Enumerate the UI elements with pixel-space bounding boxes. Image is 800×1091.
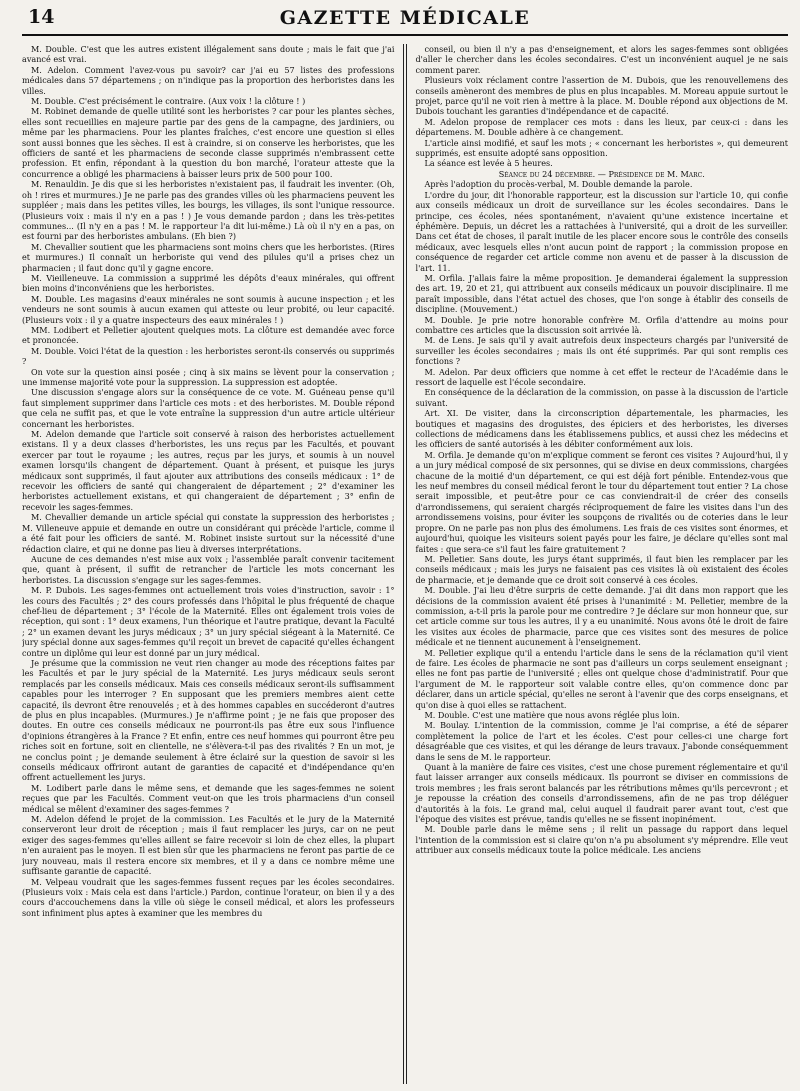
paragraph: M. Velpeau voudrait que les sages-femmes fussent reçues par les écoles secondaires. (Plusieurs voix : Mais cela est dans l'article.) Pardon, continue l'orateur, on bien il y a des cours d'accouchemens dans la ville où siège le conseil médical, et alors les professeurs sont infiniment plus aptes à examiner que les membres du: [22, 876, 395, 918]
paragraph: conseil, ou bien il n'y a pas d'enseignement, et alors les sages-femmes sont obligées d'aller le chercher dans les écoles secondaires. C'est un inconvénient auquel je ne sais comment parer.: [415, 44, 788, 75]
paragraph: M. Double. C'est précisément le contraire. (Aux voix ! la clôture ! ): [31, 96, 306, 107]
paragraph: Après l'adoption du procès-verbal, M. Double demande la parole.: [424, 179, 693, 190]
paragraph: Aucune de ces demandes n'est mise aux voix ; l'assemblée paraît convenir tacitement que, quant à présent, il suffit de retrancher de l'article les mots concernant les herboristes. La discussion s'engage sur les sages-femmes.: [22, 553, 395, 585]
paragraph: M. Double. C'est que les autres existent illégalement sans doute ; mais le fait que j'ai avancé est vrai.: [22, 44, 395, 65]
right-column-top: [415, 44, 788, 169]
paragraph: M. Pelletier. Sans doute, les jurys étant supprimés, il faut bien les remplacer par les conseils médicaux ; mais les jurys ne faisaient pas ces visites là où existaient des écoles de pharmacie, et je demande que ce droit soit conservé à ces écoles.: [415, 553, 788, 585]
paragraph: Art. XI. De visiter, dans la circonscription départementale, les pharmacies, les boutiques et magasins des droguistes, des épiciers et des herboristes, les diverses collections de médicamens dans les établissemens publics, et aussi chez les médecins et les officiers de santé autorisés à les débiter conformément aux lois.: [415, 408, 788, 450]
paragraph: M. Double. Je prie notre honorable confrère M. Orfila d'attendre au moins pour combattre ces articles que la discussion soit arrivée là.: [415, 314, 788, 335]
paragraph: Une discussion s'engage alors sur la conséquence de ce vote. M. Guéneau pense qu'il faut simplement supprimer dans l'article ces mots : et des herboristes. M. Double répond que cela ne suffit pas, et que le vote entraîne la suppression d'un autre article ultérieur concernant les herboristes.: [22, 387, 395, 429]
paragraph: Je présume que la commission ne veut rien changer au mode des réceptions faites par les Facultés et par le jury spécial de la Maternité. Les jurys médicaux seuls seront remplacés par les conseils médicaux. Mais ces conseils médicaux seront-ils suffisamment capables pour les interroger ? En supposant que les premiers membres aient cette capacité, ils devront être renouvelés ; et à des hommes capables en succéderont d'autres de plus en plus incapables. (Murmures.) Je n'affirme point ; je ne fais que proposer des doutes. En outre ces conseils médicaux ne pourront-ils pas être eux sous l'influence d'opinions étrangères à la France ? Et enfin, entre ces neuf hommes qui pourront être peu riches soit en fortune, soit en clientelle, ne s'élèvera-t-il pas des rivalités ? En un mot, je ne conclus point ; je demande seulement à être éclairé sur la question de savoir si les conseils médicaux offriront autant de garanties de capacité et d'indépendance qu'en offrent actuellement les jurys.: [22, 657, 395, 783]
paragraph: On vote sur la question ainsi posée ; cinq à six mains se lèvent pour la conservation ; une immense majorité vote pour la suppression. La suppression est adoptée.: [22, 366, 395, 387]
paragraph: M. Adelon. Par deux officiers que nomme à cet effet le recteur de l'Académie dans le ressort de laquelle est l'école secondaire.: [415, 366, 788, 387]
paragraph: M. Orfila. J'allais faire la même proposition. Je demanderai également la suppression des art. 19, 20 et 21, qui attribuent aux conseils médicaux un pouvoir disciplinaire. Il me paraît impossible, dans l'état actuel des choses, que l'on songe à établir des conseils de discipline. (Mouvement.): [415, 272, 788, 315]
paragraph: Plusieurs voix réclament contre l'assertion de M. Dubois, que les renouvellemens des conseils amèneront des membres de plus en plus incapables. M. Moreau appuie surtout le projet, parce qu'il ne voit rien à mettre à la place. M. Double répond aux objections de M. Dubois touchant les garanties d'indépendance et de capacité.: [415, 75, 788, 117]
page-header: [22, 4, 788, 36]
paragraph: M. Adelon. Comment l'avez-vous pu savoir? car j'ai eu 57 listes des professions médicales dans 57 départemens ; on n'indique pas la proportion des herboristes dans les villes.: [22, 64, 395, 96]
page-number: 14: [28, 6, 55, 28]
paragraph: M. Pelletier explique qu'il a entendu l'article dans le sens de la réclamation qu'il vient de faire. Les écoles de pharmacie ne sont pas d'ailleurs un corps seulement enseignant ; elles ne font pas partie de l'université ; elles ont quelque chose d'administratif. Pour que l'argument de M. le rapporteur soit valable contre elles, qu'on commence donc par déclarer, dans un article spécial, qu'elles ne seront à l'avenir que des corps enseignans, et qu'on dise à quoi elles se rattachent.: [415, 647, 788, 710]
paragraph: L'ordre du jour, dit l'honorable rapporteur, est la discussion sur l'article 10, qui confie aux conseils médicaux un droit de surveillance sur les écoles secondaires. Dans le principe, ces écoles, nées spontanément, n'avaient qu'une existence incertaine et éphémère. Depuis, un décret les a rattachées à l'université, qui a droit de les surveiller. Dans cet état de choses, il paraît inutile de les placer encore sous le contrôle des conseils médicaux, avec lesquels elles n'ont aucun point de rapport ; la commission propose en conséquence de regarder cet article comme non avenu et de passer à la discussion de l'art. 11.: [415, 189, 788, 273]
left-column: [22, 44, 403, 1084]
columns: [22, 44, 788, 1084]
paragraph: M. Robinet demande de quelle utilité sont les herboristes ? car pour les plantes sèches, elles sont recueillies en majeure partie par des gens de la campagne, des jardiniers, ou même par les pharmaciens. Pour les plantes fraîches, c'est encore une question si elles sont aussi bonnes que les sèches. Il est à craindre, si on conserve les herboristes, que les officiers de santé et les pharmaciens de seconde classe supprimés n'embrassent cette profession. Et enfin, répondant à la question du bon marché, l'orateur atteste que la concurrence a obligé les pharmaciens à baisser leurs prix de 500 pour 100.: [22, 106, 395, 179]
paragraph: M. Adelon propose de remplacer ces mots : dans les lieux, par ceux-ci : dans les départemens. M. Double adhère à ce changement.: [415, 116, 788, 138]
paragraph: M. Renauldin. Je dis que si les herboristes n'existaient pas, il faudrait les inventer. (Oh, oh ! rires et murmures.) Je ne parle pas des grandes villes où les pharmaciens peuvent les suppléer ; mais dans les petites villes, les bourgs, les villages, ils sont l'unique ressource. (Plusieurs voix : mais il n'y en a pas ! ) Je vous demande pardon ; dans les très-petites communes... (Il n'y en a pas ! M. le rapporteur l'a dit lui-même.) Là où il n'y en a pas, on est fourni par des herboristes ambulans. (Eh bien ?): [22, 179, 395, 242]
paragraph: M. Lodibert parle dans le même sens, et demande que les sages-femmes ne soient reçues que par les Facultés. Comment veut-on que les trois pharmaciens d'un conseil médical se mêlent d'examiner des sages-femmes ?: [22, 782, 395, 814]
right-column: [407, 44, 788, 1084]
paragraph: MM. Lodibert et Pelletier ajoutent quelques mots. La clôture est demandée avec force et prononcée.: [22, 324, 395, 346]
paragraph: M. Orfila. Je demande qu'on m'explique comment se feront ces visites ? Aujourd'hui, il y a un jury médical composé de six personnes, qui se divise en deux commissions, chargées chacune de la moitié d'un département, ce qui est déjà fort pénible. Entendez-vous que les neuf membres du conseil médical feront le tour du département tout entier ? La chose serait impossible, et peut-être pour ce cas conviendrait-il de créer des conseils d'arrondissemens, qui seraient chargés réciproquement de faire les visites dans l'un des arrondissemens voisins, pour éviter les soupçons de rivalités ou de coteries dans le leur propre. On ne parle pas non plus des émolumens. Les frais de ces visites sont énormes, et aujourd'hui, quoique les visiteurs soient payés pour les faire, je déclare qu'elles sont mal faites : que sera-ce s'il faut les faire gratuitement ?: [415, 449, 788, 554]
paragraph: Quant à la manière de faire ces visites, c'est une chose purement réglementaire et qu'il faut laisser arranger aux conseils médicaux. Ils pourront se diviser en commissions de trois membres ; les frais seront balancés par les rétributions mêmes qu'ils percevront ; et je repousse la création des conseils d'arrondissemens, afin de ne pas trop déléguer d'autorités à la fois. Le grand mal, celui auquel il faudrait parer avant tout, c'est que l'époque des visites est prévue, tandis qu'elles ne se fissent inopinément.: [415, 762, 788, 825]
paragraph: M. P. Dubois. Les sages-femmes ont actuellement trois voies d'instruction, savoir : 1° les cours des Facultés ; 2° des cours professés dans l'hôpital le plus fréquenté de chaque chef-lieu de département ; 3° l'école de la Maternité. Elles ont également trois voies de réception, qui sont : 1° deux examens, l'un théorique et l'autre pratique, devant la Faculté ; 2° un examen devant les jurys médicaux ; 3° un jury spécial siégeant à la Maternité. Ce jury spécial donne aux sages-femmes qu'il reçoit un brevet de capacité qu'elles échangent contre un diplôme qui leur est donné par un jury médical.: [22, 585, 395, 658]
paragraph: M. Double parle dans le même sens ; il relit un passage du rapport dans lequel l'intention de la commission est si claire qu'on n'a pu absolument s'y méprendre. Elle veut attribuer aux conseils médicaux toute la police médicale. Les anciens: [415, 824, 788, 856]
paragraph: En conséquence de la déclaration de la commission, on passe à la discussion de l'article suivant.: [415, 387, 788, 408]
paragraph: M. Chevallier demande un article spécial qui constate la suppression des herboristes ; M. Villeneuve appuie et demande en outre un considérant qui précède l'article, comme il a été fait pour les officiers de santé. M. Robinet insiste surtout sur la nécessité d'une rédaction claire, et qui ne donne pas lieu à diverses interprétations.: [22, 512, 395, 554]
paragraph: M. Double. C'est une matière que nous avons réglée plus loin.: [424, 710, 680, 720]
paragraph: M. Vieilleneuve. La commission a supprimé les dépôts d'eaux minérales, qui offrent bien moins d'inconvéniens que les herboristes.: [22, 272, 395, 294]
seance-heading: Séance du 24 décembre. — Présidence de M. Marc.: [498, 168, 705, 179]
paragraph: M. Chevallier soutient que les pharmaciens sont moins chers que les herboristes. (Rires et murmures.) Il connaît un herboriste qui vend des pilules qu'il a prises chez un pharmacien ; il faut donc qu'il y gagne encore.: [22, 241, 395, 273]
paragraph: M. Double. J'ai lieu d'être surpris de cette demande. J'ai dit dans mon rapport que les décisions de la commission avaient été prises à l'unanimité : M. Pelletier, membre de la commission, a-t-il pris la parole pour me contredire ? Je déclare sur mon honneur que, sur cet article comme sur tous les autres, il y a eu unanimité. Nous avons ôté le droit de faire les visites aux écoles de pharmacie, parce que ces visites sont des mesures de police médicale et ne tiennent aucunement à l'enseignement.: [415, 585, 788, 648]
paragraph: M. Adelon demande que l'article soit conservé à raison des herboristes actuellement existans. Il y a deux classes d'herboristes, les uns reçus par les Facultés, et pouvant exercer par tout le royaume ; les autres, reçus par les jurys, et soumis à un nouvel examen lorsqu'ils changent de département. Quant à présent, et puisque les jurys médicaux sont supprimés, il faut ajouter aux attributions des conseils médicaux : 1° de recevoir les officiers de santé qui changeraient de département ; 2° d'examiner les herboristes actuellement existans, et qui changeraient de département ; 3° enfin de recevoir les sages-femmes.: [22, 429, 395, 512]
page-title: GAZETTE MÉDICALE: [279, 7, 531, 29]
paragraph: M. de Lens. Je sais qu'il y avait autrefois deux inspecteurs chargés par l'université de surveiller les écoles secondaires ; mais ils ont été supprimés. Par qui sont remplis ces fonctions ?: [415, 335, 788, 367]
paragraph: M. Double. Les magasins d'eaux minérales ne sont soumis à aucune inspection ; et les vendeurs ne sont soumis à aucun examen qui atteste ou leur probité, ou leur capacité. (Plusieurs voix : il y a quatre inspecteurs des eaux minérales ! ): [22, 293, 395, 325]
paragraph: La séance est levée à 5 heures.: [424, 158, 553, 169]
right-column-bottom: [415, 179, 788, 855]
paragraph: M. Adelon défend le projet de la commission. Les Facultés et le jury de la Maternité conserveront leur droit de réception ; mais il faut remplacer les jurys, car on ne peut exiger des sages-femmes qu'elles aillent se faire recevoir si loin de chez elles, la plupart n'en auraient pas le moyen. Il est bien sûr que les pharmaciens ne feront pas partie de ce jury nouveau, mais il restera encore six membres, et il y a dans ce nombre même une suffisante garantie de capacité.: [22, 814, 395, 877]
paragraph: L'article ainsi modifié, et sauf les mots ; « concernant les herboristes », qui demeurent supprimés, est ensuite adopté sans opposition.: [415, 137, 788, 159]
paragraph: M. Boulay. L'intention de la commission, comme je l'ai comprise, a été de séparer complètement la police de l'art et les écoles. C'est pour celles-ci une charge fort désagréable que ces visites, et qui les dérange de leurs travaux. J'abonde conséquemment dans le sens de M. le rapporteur.: [415, 720, 788, 762]
paragraph: M. Double. Voici l'état de la question : les herboristes seront-ils conservés ou supprimés ?: [22, 345, 395, 367]
